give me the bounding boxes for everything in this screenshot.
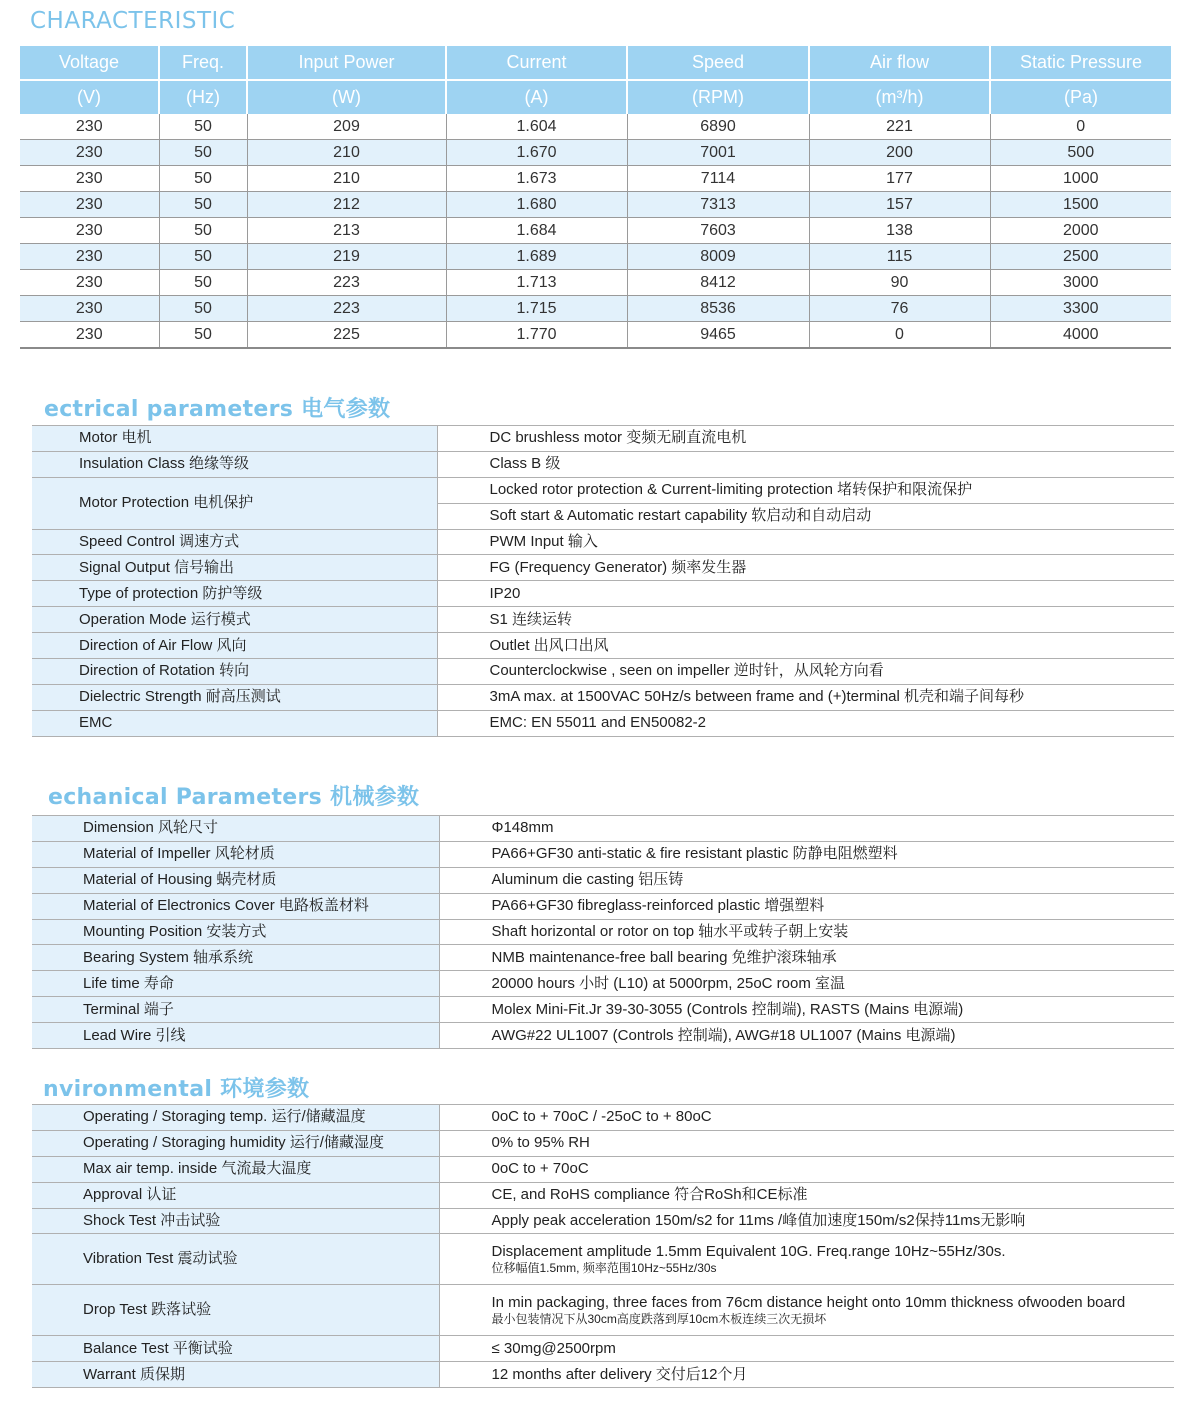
cell-air-flow: 0	[809, 322, 990, 349]
cell-current: 1.689	[446, 244, 627, 270]
param-label: Dielectric Strength 耐高压测试	[32, 684, 437, 710]
param-value: Counterclockwise , seen on impeller 逆时针，从风轮方向看	[437, 659, 1174, 685]
param-value: Soft start & Automatic restart capability 软启动和自动启动	[437, 503, 1174, 529]
cell-input-power: 223	[247, 270, 446, 296]
cell-static-pressure: 4000	[990, 322, 1171, 349]
param-value: ≤ 30mg@2500rpm	[491, 1339, 616, 1357]
cell-speed: 7001	[627, 140, 809, 166]
cell-input-power: 213	[247, 218, 446, 244]
param-row	[32, 607, 1174, 633]
param-row	[32, 1208, 1174, 1234]
param-label: Drop Test 跌落试验	[32, 1285, 439, 1336]
cell-air-flow: 138	[809, 218, 990, 244]
cell-static-pressure: 2000	[990, 218, 1171, 244]
characteristic-title: CHARACTERISTIC	[30, 8, 236, 34]
cell-freq: 50	[159, 140, 247, 166]
cell-air-flow: 90	[809, 270, 990, 296]
cell-input-power: 219	[247, 244, 446, 270]
col-header-speed: Speed	[627, 46, 809, 80]
cell-freq: 50	[159, 270, 247, 296]
environmental-table	[32, 1104, 1174, 1388]
cell-static-pressure: 1500	[990, 192, 1171, 218]
table-row	[20, 218, 1171, 244]
param-value: DC brushless motor 变频无刷直流电机	[437, 426, 1174, 452]
cell-speed: 6890	[627, 114, 809, 140]
unit-freq: (Hz)	[159, 80, 247, 114]
param-value: 0oC to + 70oC	[491, 1160, 589, 1178]
param-label: Material of Impeller 风轮材质	[32, 841, 439, 867]
cell-freq: 50	[159, 166, 247, 192]
cell-current: 1.713	[446, 270, 627, 296]
col-header-freq: Freq.	[159, 46, 247, 80]
cell-voltage: 230	[20, 114, 159, 140]
param-row	[32, 426, 1174, 452]
param-row	[32, 1156, 1174, 1182]
param-value-cell	[439, 1362, 1174, 1388]
param-row	[32, 867, 1174, 893]
cell-voltage: 230	[20, 244, 159, 270]
param-value: Apply peak acceleration 150m/s2 for 11ms /峰值加速度150m/s2保持11ms无影响	[491, 1212, 1026, 1229]
param-label: Material of Housing 蜗壳材质	[32, 867, 439, 893]
param-value-cell	[439, 1130, 1174, 1156]
cell-static-pressure: 3300	[990, 296, 1171, 322]
table-row	[20, 114, 1171, 140]
param-label: Motor 电机	[32, 426, 437, 452]
param-row	[32, 581, 1174, 607]
cell-voltage: 230	[20, 322, 159, 349]
param-label: Warrant 质保期	[32, 1362, 439, 1388]
param-value-cell	[439, 1285, 1174, 1336]
param-row	[32, 1182, 1174, 1208]
param-label: Material of Electronics Cover 电路板盖材料	[32, 893, 439, 919]
param-label: EMC	[32, 710, 437, 736]
param-value: PWM Input 输入	[437, 529, 1174, 555]
cell-voltage: 230	[20, 270, 159, 296]
param-value: IP20	[437, 581, 1174, 607]
param-value: 12 months after delivery 交付后12个月	[491, 1365, 748, 1383]
cell-air-flow: 200	[809, 140, 990, 166]
cell-input-power: 210	[247, 140, 446, 166]
param-row	[32, 1285, 1174, 1336]
table-row	[20, 192, 1171, 218]
param-row	[32, 659, 1174, 685]
header-row-names	[20, 46, 1171, 80]
cell-speed: 8009	[627, 244, 809, 270]
cell-static-pressure: 0	[990, 114, 1171, 140]
param-row	[32, 971, 1174, 997]
param-value: Outlet 出风口出风	[437, 633, 1174, 659]
param-value-cell	[439, 1336, 1174, 1362]
col-header-static-pressure: Static Pressure	[990, 46, 1171, 80]
cell-speed: 7313	[627, 192, 809, 218]
param-label: Operating / Storaging humidity 运行/储藏湿度	[32, 1130, 439, 1156]
param-row	[32, 555, 1174, 581]
table-row	[20, 296, 1171, 322]
param-row	[32, 477, 1174, 503]
cell-speed: 9465	[627, 322, 809, 349]
col-header-current: Current	[446, 46, 627, 80]
table-row	[20, 140, 1171, 166]
electrical-section-title: ectrical parameters 电气参数	[44, 397, 391, 422]
param-row	[32, 710, 1174, 736]
param-label: Shock Test 冲击试验	[32, 1208, 439, 1234]
param-row	[32, 893, 1174, 919]
cell-speed: 7114	[627, 166, 809, 192]
param-value: Class B 级	[437, 451, 1174, 477]
param-row	[32, 1105, 1174, 1131]
param-row	[32, 1362, 1174, 1388]
cell-input-power: 223	[247, 296, 446, 322]
table-row	[20, 270, 1171, 296]
param-row	[32, 816, 1174, 842]
cell-voltage: 230	[20, 218, 159, 244]
cell-air-flow: 76	[809, 296, 990, 322]
param-label: Dimension 风轮尺寸	[32, 816, 439, 842]
param-value-cell	[439, 1182, 1174, 1208]
cell-input-power: 212	[247, 192, 446, 218]
param-label: Direction of Air Flow 风向	[32, 633, 437, 659]
param-label: Direction of Rotation 转向	[32, 659, 437, 685]
cell-input-power: 209	[247, 114, 446, 140]
param-value-cell	[439, 1208, 1174, 1234]
electrical-table	[32, 425, 1174, 737]
cell-current: 1.670	[446, 140, 627, 166]
param-row	[32, 529, 1174, 555]
param-value: Locked rotor protection & Current-limiting protection 堵转保护和限流保护	[437, 477, 1174, 503]
param-value: EMC: EN 55011 and EN50082-2	[437, 710, 1174, 736]
param-value-note: 最小包装情况下从30cm高度跌落到厚10cm木板连续三次无损坏	[491, 1312, 827, 1327]
cell-current: 1.770	[446, 322, 627, 349]
cell-air-flow: 115	[809, 244, 990, 270]
param-label: Terminal 端子	[32, 997, 439, 1023]
param-label: Operating / Storaging temp. 运行/储藏温度	[32, 1105, 439, 1131]
cell-speed: 8412	[627, 270, 809, 296]
cell-air-flow: 177	[809, 166, 990, 192]
header-row-units	[20, 80, 1171, 114]
cell-current: 1.684	[446, 218, 627, 244]
cell-freq: 50	[159, 192, 247, 218]
param-value: 3mA max. at 1500VAC 50Hz/s between frame and (+)terminal 机壳和端子间每秒	[437, 684, 1174, 710]
cell-speed: 8536	[627, 296, 809, 322]
param-row	[32, 451, 1174, 477]
cell-input-power: 225	[247, 322, 446, 349]
cell-current: 1.715	[446, 296, 627, 322]
param-row	[32, 1336, 1174, 1362]
table-row	[20, 322, 1171, 349]
param-label: Signal Output 信号输出	[32, 555, 437, 581]
param-row	[32, 633, 1174, 659]
param-label: Mounting Position 安装方式	[32, 919, 439, 945]
param-row	[32, 919, 1174, 945]
param-value: Displacement amplitude 1.5mm Equivalent 10G. Freq.range 10Hz~55Hz/30s.	[491, 1243, 1006, 1261]
param-row	[32, 1130, 1174, 1156]
cell-freq: 50	[159, 218, 247, 244]
mechanical-table	[32, 815, 1174, 1049]
param-label: Operation Mode 运行模式	[32, 607, 437, 633]
param-value: PA66+GF30 anti-static & fire resistant plastic 防静电阻燃塑料	[439, 841, 1174, 867]
cell-static-pressure: 500	[990, 140, 1171, 166]
mechanical-section-title: echanical Parameters 机械参数	[48, 785, 420, 810]
param-value: In min packaging, three faces from 76cm distance height onto 10mm thickness ofwooden board	[491, 1294, 1126, 1312]
param-row	[32, 841, 1174, 867]
param-label: Vibration Test 震动试验	[32, 1234, 439, 1285]
cell-static-pressure: 2500	[990, 244, 1171, 270]
param-row	[32, 945, 1174, 971]
col-header-input-power: Input Power	[247, 46, 446, 80]
col-header-air-flow: Air flow	[809, 46, 990, 80]
param-value-cell	[439, 1234, 1174, 1285]
param-label: Insulation Class 绝缘等级	[32, 451, 437, 477]
table-row	[20, 244, 1171, 270]
cell-voltage: 230	[20, 192, 159, 218]
unit-air-flow: (m³/h)	[809, 80, 990, 114]
param-row	[32, 997, 1174, 1023]
unit-static-pressure: (Pa)	[990, 80, 1171, 114]
cell-current: 1.604	[446, 114, 627, 140]
cell-voltage: 230	[20, 166, 159, 192]
cell-static-pressure: 3000	[990, 270, 1171, 296]
col-header-voltage: Voltage	[20, 46, 159, 80]
param-label: Speed Control 调速方式	[32, 529, 437, 555]
cell-freq: 50	[159, 296, 247, 322]
param-row	[32, 1234, 1174, 1285]
param-label: Motor Protection 电机保护	[32, 477, 437, 529]
param-row	[32, 1023, 1174, 1049]
param-label: Max air temp. inside 气流最大温度	[32, 1156, 439, 1182]
param-value-cell	[439, 1156, 1174, 1182]
unit-input-power: (W)	[247, 80, 446, 114]
unit-current: (A)	[446, 80, 627, 114]
param-label: Type of protection 防护等级	[32, 581, 437, 607]
cell-static-pressure: 1000	[990, 166, 1171, 192]
param-value-note: 位移幅值1.5mm, 频率范围10Hz~55Hz/30s	[491, 1261, 717, 1276]
cell-current: 1.680	[446, 192, 627, 218]
param-value: 0% to 95% RH	[491, 1134, 590, 1152]
cell-freq: 50	[159, 322, 247, 349]
param-value: 0oC to + 70oC / -25oC to + 80oC	[491, 1108, 712, 1126]
cell-freq: 50	[159, 244, 247, 270]
unit-speed: (RPM)	[627, 80, 809, 114]
param-value: Aluminum die casting 铝压铸	[439, 867, 1174, 893]
param-label: Balance Test 平衡试验	[32, 1336, 439, 1362]
characteristic-table	[20, 46, 1171, 349]
param-value: FG (Frequency Generator) 频率发生器	[437, 555, 1174, 581]
param-value: AWG#22 UL1007 (Controls 控制端), AWG#18 UL1007 (Mains 电源端)	[439, 1023, 1174, 1049]
cell-current: 1.673	[446, 166, 627, 192]
param-value-cell	[439, 1105, 1174, 1131]
param-value: Shaft horizontal or rotor on top 轴水平或转子朝上安装	[439, 919, 1174, 945]
param-row	[32, 684, 1174, 710]
cell-voltage: 230	[20, 140, 159, 166]
param-label: Lead Wire 引线	[32, 1023, 439, 1049]
environmental-section-title: nvironmental 环境参数	[43, 1077, 310, 1102]
param-value: CE, and RoHS compliance 符合RoSh和CE标准	[491, 1186, 808, 1204]
cell-air-flow: 221	[809, 114, 990, 140]
table-row	[20, 166, 1171, 192]
cell-input-power: 210	[247, 166, 446, 192]
param-value: Molex Mini-Fit.Jr 39-30-3055 (Controls 控制端), RASTS (Mains 电源端)	[439, 997, 1174, 1023]
param-value: Φ148mm	[439, 816, 1174, 842]
cell-air-flow: 157	[809, 192, 990, 218]
cell-speed: 7603	[627, 218, 809, 244]
unit-voltage: (V)	[20, 80, 159, 114]
param-label: Life time 寿命	[32, 971, 439, 997]
cell-voltage: 230	[20, 296, 159, 322]
cell-freq: 50	[159, 114, 247, 140]
param-value: NMB maintenance-free ball bearing 免维护滚珠轴承	[439, 945, 1174, 971]
param-value: PA66+GF30 fibreglass-reinforced plastic 增强塑料	[439, 893, 1174, 919]
param-label: Approval 认证	[32, 1182, 439, 1208]
param-value: 20000 hours 小时 (L10) at 5000rpm, 25oC room 室温	[439, 971, 1174, 997]
param-label: Bearing System 轴承系统	[32, 945, 439, 971]
param-value: S1 连续运转	[437, 607, 1174, 633]
